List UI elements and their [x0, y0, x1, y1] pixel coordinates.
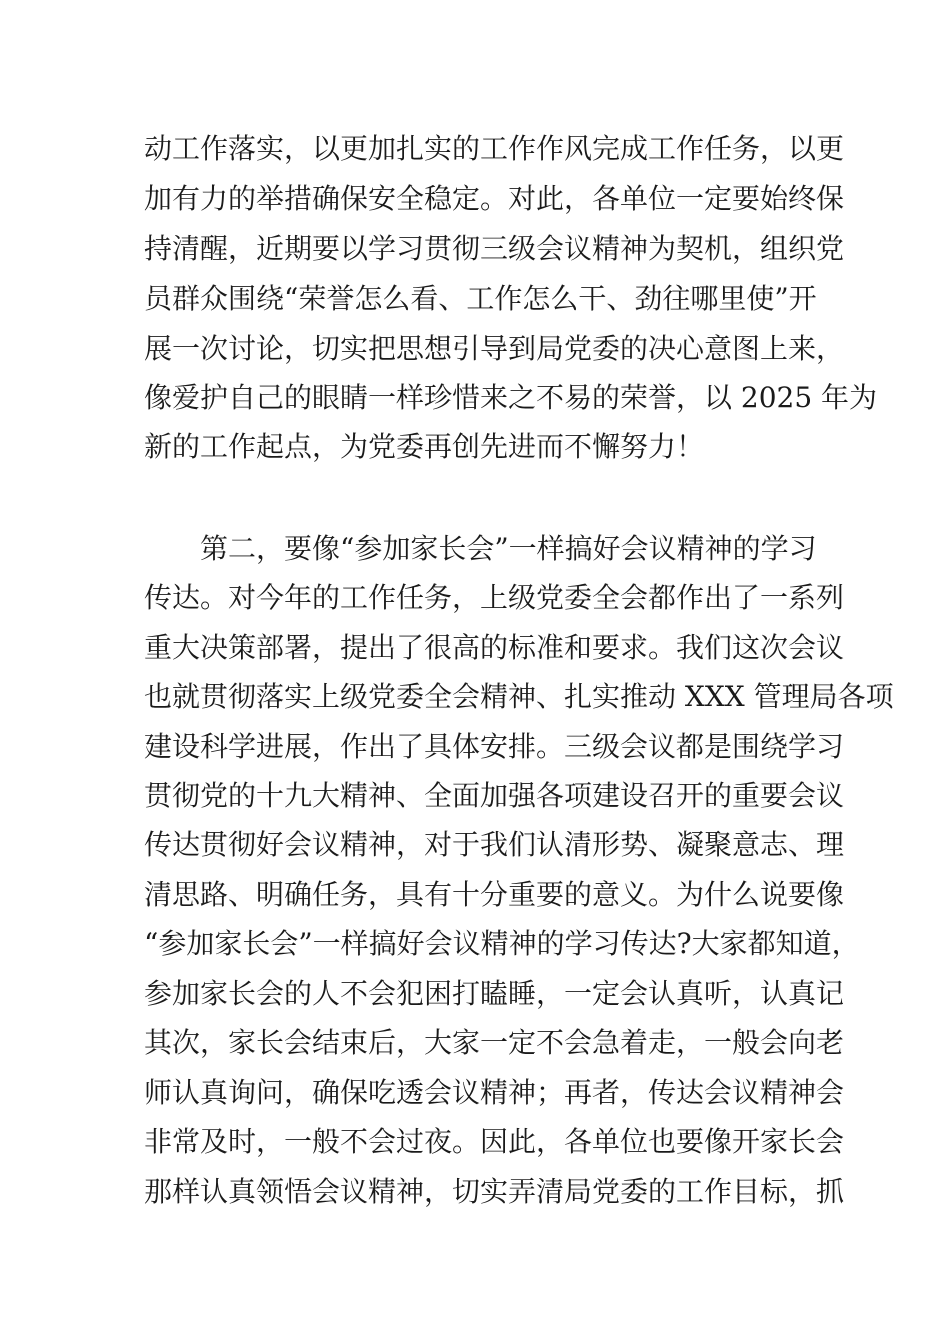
- text-line: 也就贯彻落实上级党委全会精神、扎实推动 XXX 管理局各项: [144, 680, 894, 713]
- text-line: 那样认真领悟会议精神，切实弄清局党委的工作目标，抓: [144, 1175, 845, 1208]
- text-line: 员群众围绕“荣誉怎么看、工作怎么干、劲往哪里使”开: [144, 282, 817, 315]
- text-line: 展一次讨论，切实把思想引导到局党委的决心意图上来，: [144, 332, 845, 365]
- text-line: 传达贯彻好会议精神，对于我们认清形势、凝聚意志、理: [144, 828, 845, 861]
- text-line: 加有力的举措确保安全稳定。对此，各单位一定要始终保: [144, 182, 845, 215]
- text-line: 清思路、明确任务，具有十分重要的意义。为什么说要像: [144, 878, 845, 911]
- text-line: 第二，要像“参加家长会”一样搞好会议精神的学习: [200, 532, 817, 565]
- text-line: 持清醒，近期要以学习贯彻三级会议精神为契机，组织党: [144, 232, 845, 265]
- text-line: 参加家长会的人不会犯困打瞌睡，一定会认真听，认真记: [144, 977, 845, 1010]
- text-line: 非常及时，一般不会过夜。因此，各单位也要像开家长会: [144, 1125, 845, 1158]
- text-line: “参加家长会”一样搞好会议精神的学习传达?大家都知道，: [144, 927, 860, 960]
- text-line: 新的工作起点，为党委再创先进而不懈努力！: [144, 430, 705, 463]
- text-line: 师认真询问，确保吃透会议精神；再者，传达会议精神会: [144, 1076, 845, 1109]
- text-line: 传达。对今年的工作任务，上级党委全会都作出了一系列: [144, 581, 845, 614]
- text-line: 其次，家长会结束后，大家一定不会急着走，一般会向老: [144, 1026, 845, 1059]
- text-line: 建设科学进展，作出了具体安排。三级会议都是围绕学习: [144, 730, 845, 763]
- text-line: 动工作落实，以更加扎实的工作作风完成工作任务，以更: [144, 132, 845, 165]
- text-line: 贯彻党的十九大精神、全面加强各项建设召开的重要会议: [144, 779, 845, 812]
- text-line: 像爱护自己的眼睛一样珍惜来之不易的荣誉，以 2025 年为: [144, 381, 878, 414]
- text-line: 重大决策部署，提出了很高的标准和要求。我们这次会议: [144, 631, 845, 664]
